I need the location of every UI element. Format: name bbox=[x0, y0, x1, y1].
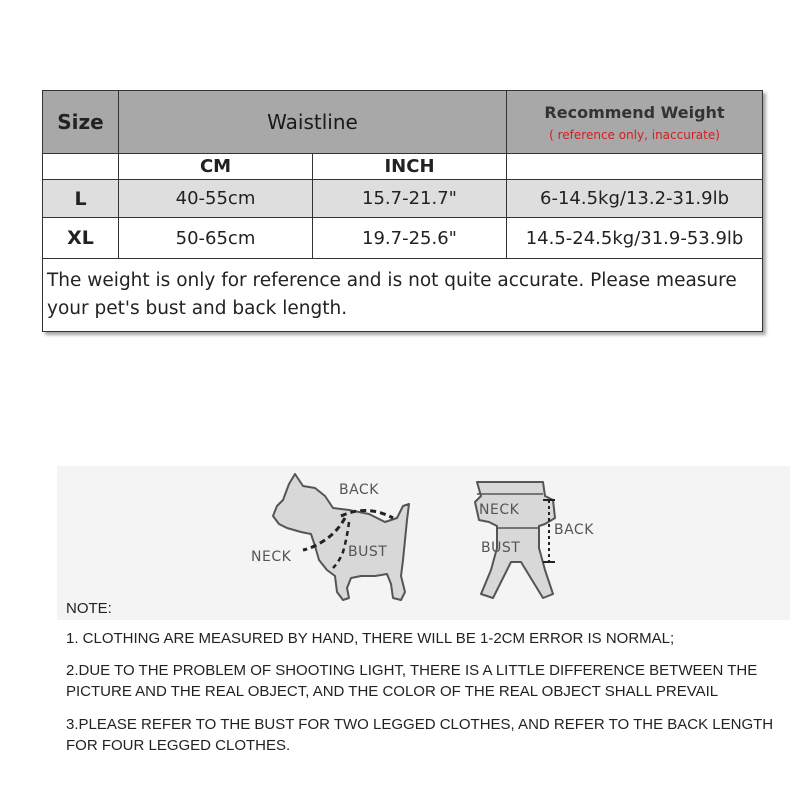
weight-cell: 14.5-24.5kg/31.9-53.9lb bbox=[507, 218, 763, 259]
recommend-weight-note: ( reference only, inaccurate) bbox=[549, 127, 720, 142]
inch-cell: 19.7-25.6" bbox=[313, 218, 507, 259]
dog-neck-label: NECK bbox=[251, 549, 292, 565]
size-header: Size bbox=[43, 91, 119, 154]
cm-unit-header: CM bbox=[119, 154, 313, 180]
table-footnote: The weight is only for reference and is not quite accurate. Please measure your pet's bust and back length. bbox=[43, 259, 763, 332]
table-row bbox=[43, 218, 763, 259]
notes-section bbox=[66, 598, 786, 756]
cm-cell: 50-65cm bbox=[119, 218, 313, 259]
inch-unit-header: INCH bbox=[313, 154, 507, 180]
waistline-header: Waistline bbox=[119, 91, 507, 154]
garment-back-label: BACK bbox=[554, 522, 594, 538]
measurement-figure bbox=[57, 466, 790, 620]
unit-blank-cell bbox=[43, 154, 119, 180]
garment-neck-label: NECK bbox=[479, 502, 520, 518]
cm-cell: 40-55cm bbox=[119, 180, 313, 218]
unit-blank-cell bbox=[507, 154, 763, 180]
size-table bbox=[42, 90, 763, 332]
table-footnote-row bbox=[43, 259, 763, 332]
inch-cell: 15.7-21.7" bbox=[313, 180, 507, 218]
note-item: 2.DUE TO THE PROBLEM OF SHOOTING LIGHT, THERE IS A LITTLE DIFFERENCE BETWEEN THE PICTURE AND THE REAL OBJECT, AND THE COLOR OF THE REAL OBJECT SHALL PREVAIL bbox=[66, 662, 758, 700]
size-cell: XL bbox=[43, 218, 119, 259]
weight-cell: 6-14.5kg/13.2-31.9lb bbox=[507, 180, 763, 218]
unit-row bbox=[43, 154, 763, 180]
recommend-weight-header bbox=[507, 91, 763, 154]
size-cell: L bbox=[43, 180, 119, 218]
note-item: 3.PLEASE REFER TO THE BUST FOR TWO LEGGED CLOTHES, AND REFER TO THE BACK LENGTH FOR FOUR LEGGED CLOTHES. bbox=[66, 716, 774, 754]
table-header-row bbox=[43, 91, 763, 154]
dog-bust-label: BUST bbox=[348, 544, 388, 560]
garment-bust-label: BUST bbox=[481, 540, 521, 556]
dog-back-label: BACK bbox=[339, 482, 379, 498]
note-item: 1. CLOTHING ARE MEASURED BY HAND, THERE WILL BE 1-2CM ERROR IS NORMAL; bbox=[66, 630, 675, 647]
table-row bbox=[43, 180, 763, 218]
notes-title: NOTE: bbox=[66, 600, 112, 617]
measurement-illustration bbox=[57, 466, 790, 620]
recommend-weight-title: Recommend Weight bbox=[544, 102, 725, 122]
